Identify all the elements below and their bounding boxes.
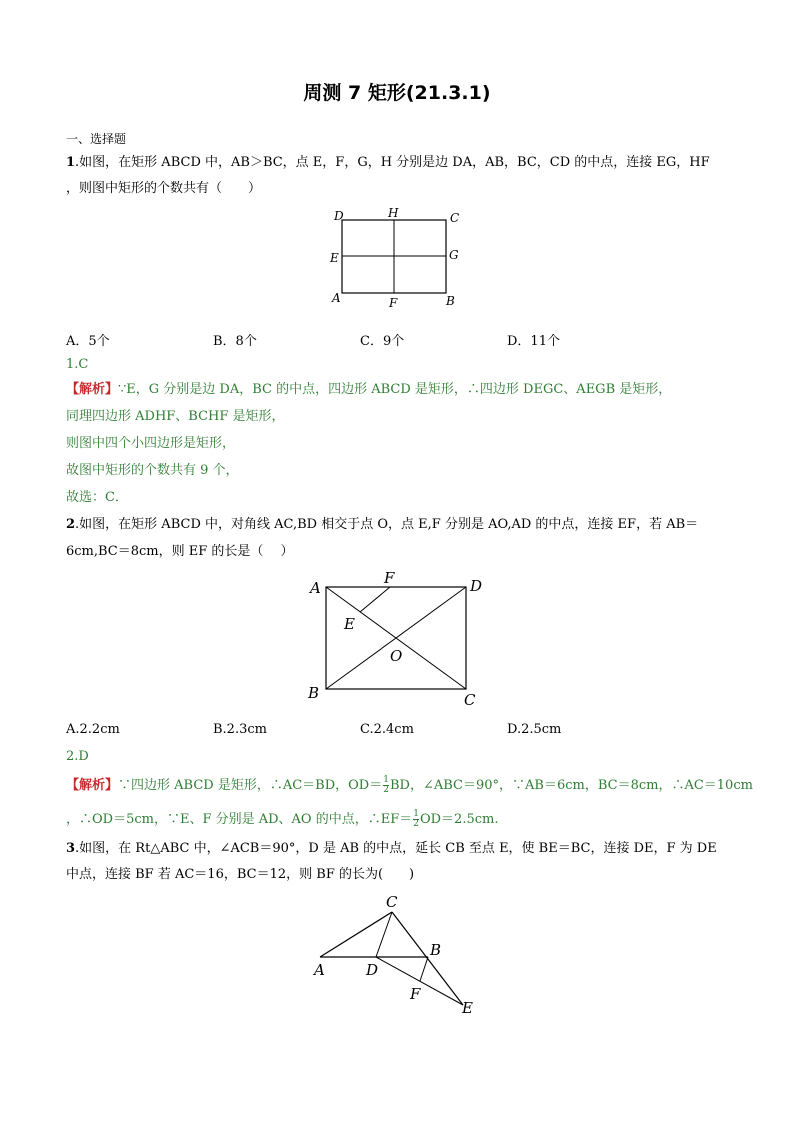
q1-label-f: F [389,296,398,310]
q2-label-d: D [470,577,483,595]
q2-label-c: C [464,691,476,709]
q2-line-ef [360,587,390,612]
q1-label-a: A [332,291,341,305]
q2-text-line1: 2.如图，在矩形 ABCD 中，对角线 AC,BD 相交于点 O，点 E,F 分别是 AO,AD 的中点，连接 EF，若 AB＝ [66,517,699,532]
q1-explanation-line2: 同理四边形 ADHF、BCHF 是矩形， [66,409,285,424]
q3-label-a: A [314,961,325,979]
q2-number: 2 [66,517,76,532]
page-title: 周测 7 矩形(21.3.1) [303,82,491,104]
q2-option-b: B.2.3cm [213,722,267,737]
q1-number: 1 [66,155,76,170]
q3-text-line1: 3.如图，在 Rt△ABC 中，∠ACB＝90°，D 是 AB 的中点，延长 CB 至点 E，使 BE＝BC，连接 DE，F 为 DE [66,841,717,856]
q2-option-d: D.2.5cm [507,722,562,737]
q1-option-a: A．5个 [66,334,110,349]
q2-label-o: O [390,647,403,665]
q3-label-f: F [410,985,421,1003]
q1-option-b: B．8个 [213,334,257,349]
q1-label-g: G [449,248,459,262]
q3-text-line2: 中点，连接 BF 若 AC＝16，BC＝12，则 BF 的长为( ) [66,867,415,882]
q1-text-line1: 1.如图，在矩形 ABCD 中，AB＞BC，点 E，F，G，H 分别是边 DA，AB，BC，CD 的中点，连接 EG，HF [66,155,710,170]
q2-label-e: E [344,615,355,633]
q3-number: 3 [66,841,76,856]
q2-label-b: B [308,684,320,702]
section-heading: 一、选择题 [66,132,127,146]
q3-figure [300,885,500,1020]
q3-label-e: E [462,999,473,1017]
q3-label-b: B [430,941,442,959]
q1-label-d: D [334,209,344,223]
q1-label-e: E [330,251,339,265]
q1-explanation-line1: 【解析】∵E，G 分别是边 DA，BC 的中点，四边形 ABCD 是矩形，∴四边形 DEGC、AEGB 是矩形， [66,382,672,397]
q2-explanation-line2: ，∴OD＝5cm，∵E、F 分别是 AD、AO 的中点，∴EF＝ $\frac{1}{2}$ OD＝2.5cm. [66,809,499,829]
q1-label-b: B [446,294,455,308]
q2-fraction-half-2: $\frac{1}{2}$ [413,809,419,829]
q1-answer: 1.C [66,357,89,372]
q2-figure [300,565,500,715]
q3-side-ac [320,912,392,957]
q1-explanation-line4: 故图中矩形的个数共有 9 个， [66,463,239,478]
q2-option-c: C.2.4cm [360,722,414,737]
q1-label-h: H [388,206,399,220]
q2-explanation-line1: 【解析】∵四边形 ABCD 是矩形，∴AC＝BD，OD＝ $\frac{1}{2}$ BD，∠ABC＝90°，∵AB＝6cm，BC＝8cm，∴AC＝10cm [66,775,753,795]
q3-median-cd [376,912,392,957]
q2-option-a: A.2.2cm [66,722,120,737]
q2-fraction-half: $\frac{1}{2}$ [383,775,389,795]
q2-text-line2: 6cm,BC＝8cm，则 EF 的长是（ ） [66,544,294,559]
q3-line-bf [420,957,428,981]
q3-label-c: C [386,893,398,911]
q1-explanation-line5: 故选：C． [66,490,128,505]
q1-text-line2: ，则图中矩形的个数共有（ ） [66,181,262,196]
q1-figure [320,200,470,310]
q1-explanation-line3: 则图中四个小四边形是矩形， [66,436,236,451]
q3-label-d: D [366,961,379,979]
q1-label-c: C [450,211,460,225]
q2-label-a: A [310,579,321,597]
q2-label-f: F [384,569,395,587]
q1-option-c: C．9个 [360,334,405,349]
q2-answer: 2.D [66,749,89,764]
q1-option-d: D．11个 [507,334,560,349]
